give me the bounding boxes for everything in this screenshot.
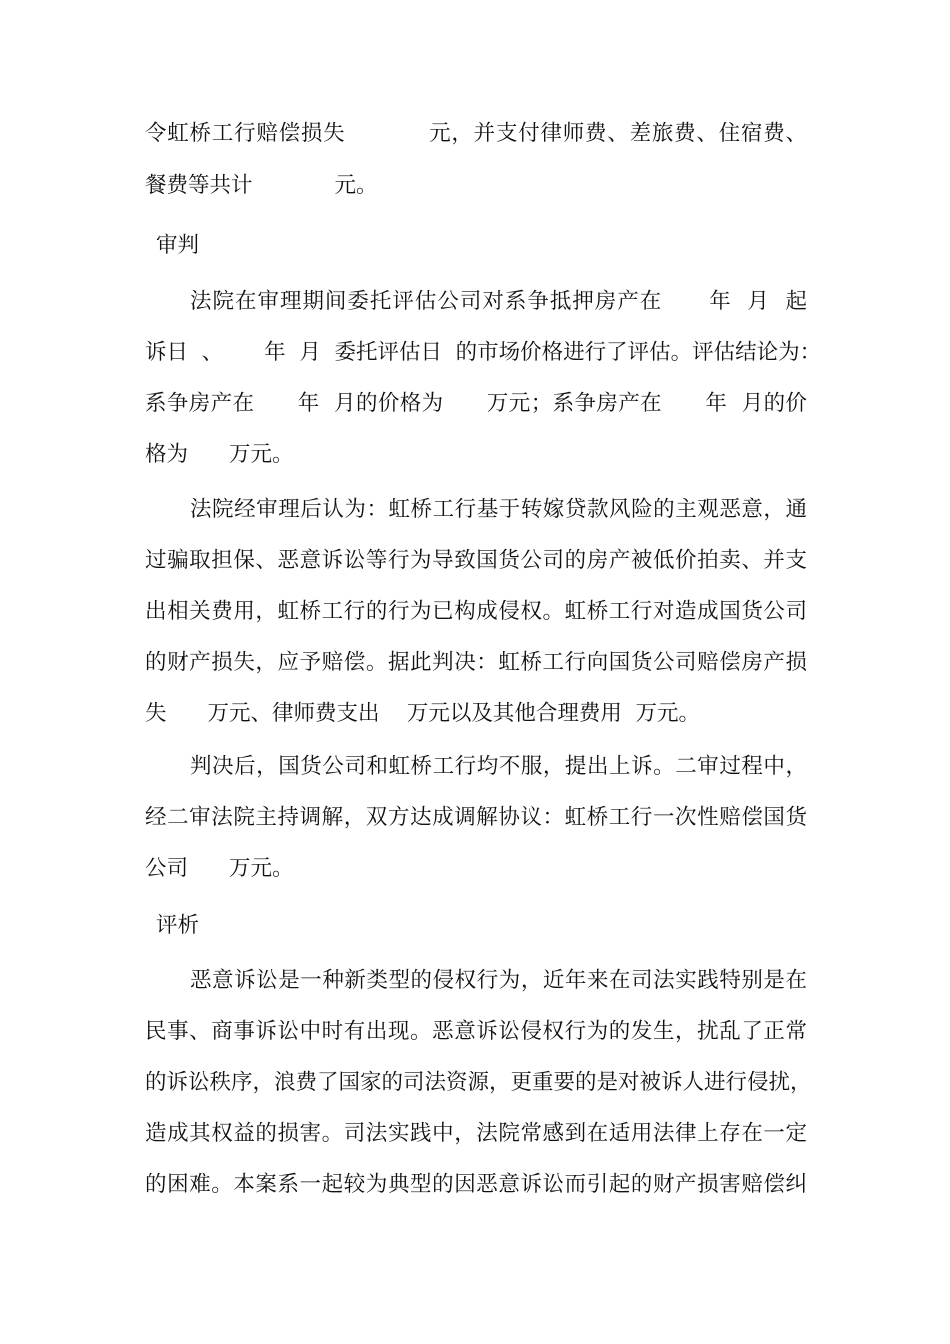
text-line: 的诉讼秩序，浪费了国家的司法资源，更重要的是对被诉人进行侵扰，: [145, 1070, 812, 1095]
text-line: 恶意诉讼是一种新类型的侵权行为，近年来在司法实践特别是在: [190, 968, 807, 993]
text-line: 民事、商事诉讼中时有出现。恶意诉讼侵权行为的发生，扰乱了正常: [145, 1019, 807, 1044]
text-line: 造成其权益的损害。司法实践中，法院常感到在适用法律上存在一定: [145, 1121, 807, 1146]
text-line: 系争房产在 年 月的价格为 万元；系争房产在 年 月的价: [145, 391, 807, 416]
text-line: 格为 万元。: [145, 442, 294, 467]
text-line: 法院在审理期间委托评估公司对系争抵押房产在 年 月 起: [190, 289, 807, 314]
text-line: 法院经审理后认为：虹桥工行基于转嫁贷款风险的主观恶意，通: [190, 497, 807, 522]
text-line: 餐费等共计 元。: [145, 173, 378, 198]
section-heading: 评析: [156, 913, 200, 938]
text-line: 经二审法院主持调解，双方达成调解协议：虹桥工行一次性赔偿国货: [145, 805, 807, 830]
text-line: 判决后，国货公司和虹桥工行均不服，提出上诉。二审过程中，: [190, 754, 807, 779]
text-line: 过骗取担保、恶意诉讼等行为导致国货公司的房产被低价拍卖、并支: [145, 548, 807, 573]
text-line: 令虹桥工行赔偿损失 元，并支付律师费、差旅费、住宿费、: [145, 121, 807, 146]
text-line: 的困难。本案系一起较为典型的因恶意诉讼而引起的财产损害赔偿纠: [145, 1172, 807, 1197]
text-line: 公司 万元。: [145, 856, 294, 881]
text-line: 的财产损失，应予赔偿。据此判决：虹桥工行向国货公司赔偿房产损: [145, 650, 807, 675]
text-line: 诉日 、 年 月 委托评估日 的市场价格进行了评估。评估结论为：: [145, 340, 822, 365]
text-line: 失 万元、律师费支出 万元以及其他合理费用 万元。: [145, 701, 701, 726]
text-line: 出相关费用，虹桥工行的行为已构成侵权。虹桥工行对造成国货公司: [145, 599, 807, 624]
section-heading: 审判: [156, 233, 200, 258]
